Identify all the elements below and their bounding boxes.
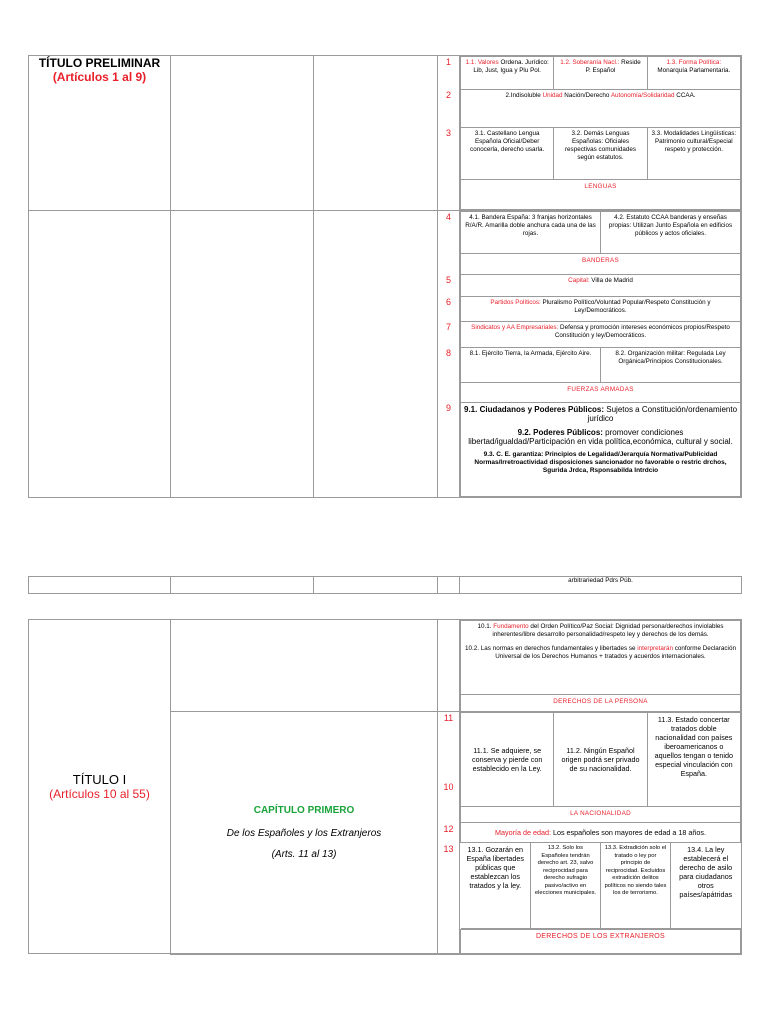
group-label-extranjeros: DERECHOS DE LOS EXTRANJEROS [461,929,741,953]
article-1-1: 1.1. Valores Ordena. Jurídico: Lib, Just, Igua y Plu Pol. [461,57,554,90]
article-7: Sindicatos y AA Empresariales: Defensa y promoción intereses económicos propios/Respeto Constitución y ley/Democráticos. [461,322,741,348]
article-number: 12 [443,824,454,834]
article-3-2: 3.2. Demás Lenguas Españolas: Oficiales respectivas comunidades según estatutos. [554,128,647,180]
article-number: 9 [445,403,451,413]
article-13-4: 13.4. La ley establecerá el derecho de asilo para ciudadanos otros países/apátridas [671,843,741,928]
article-12: Mayoría de edad: Los españoles son mayores de edad a 18 años. [461,823,741,843]
section-title: TÍTULO I [72,771,127,787]
article-11-3: 11.3. Estado concertar tratados doble nacionalidad con países iberoamericanos o aquellos tengan o tenido especial vinculación con España. [647,713,740,807]
section-title: TÍTULO PRELIMINAR [38,56,161,70]
chapter-name: De los Españoles y los Extranjeros [226,828,382,840]
group-label-banderas: BANDERAS [461,254,741,275]
section-subtitle: (Artículos 1 al 9) [52,70,147,84]
article-1-3: 1.3. Forma Política: Monarquía Parlamentaria. [647,57,740,90]
article-4-2: 4.2. Estatuto CCAA banderas y enseñas propias: Utilizan Junto Española en edificios públicos y actos oficiales. [601,212,741,254]
articles-1-3 [460,56,741,210]
titulo-preliminar-cell [29,56,171,211]
articles-11-13 [460,712,741,954]
articles-4-9 [460,211,741,497]
article-number: 2 [445,90,451,100]
capitulo-primero-table [170,711,742,955]
article-number: 10 [438,620,460,954]
article-number: 1 [445,57,451,67]
chapter-articles: (Arts. 11 al 13) [271,849,337,861]
article-number: 6 [445,297,451,307]
article-10: 10.1. Fundamento del Orden Político/Paz Social: Dignidad persona/derechos inviolables inherentes/libre desarrollo personalidad/respeto ley y derechos de los demás. 10.2. Las normas en derechos fundamentales y libertades se interpretarán conforme Declaración Universal de los Derechos Humanos + tratados y acuerdos internacionales. DERECHOS DE LA PERSONA [460,620,741,712]
article-8-1: 8.1. Ejército Tierra, la Armada, Ejército Aire. [461,348,601,383]
chapter-title: CAPÍTULO PRIMERO [253,805,355,817]
article-3-3: 3.3. Modalidades Lingüísticas: Patrimonio cultural/Especial respeto y protección. [647,128,740,180]
article-number: 5 [445,275,451,285]
article-5: Capital: Villa de Madrid [461,275,741,297]
titulo-i-cell [29,620,171,954]
article-number: 7 [445,322,451,332]
article-9-continued: arbitrariedad Pdrs Púb. [460,577,742,594]
group-label-nacionalidad: LA NACIONALIDAD [461,807,741,823]
group-label-derechos-persona: DERECHOS DE LA PERSONA [461,695,741,712]
continuation-table [28,576,742,594]
article-11-1: 11.1. Se adquiere, se conserva y pierde con establecido en la Ley. [461,713,554,807]
article-3-1: 3.1. Castellano Lengua Española Oficial/Deber conocerla, derecho usarla. [461,128,554,180]
article-8-2: 8.2. Organización militar: Regulada Ley Orgánica/Principios Constitucionales. [601,348,741,383]
article-2: 2.Indisoluble Unidad Nación/Derecho Autonomía/Solidaridad CCAA. [461,90,741,128]
article-6: Partidos Políticos: Pluralismo Político/Voluntad Popular/Respeto Constitución y Ley/Democráticos. [461,297,741,322]
article-9: 9.1. Ciudadanos y Poderes Públicos: Sujetos a Constitución/ordenamiento jurídico 9.2. Poderes Públicos: promover condiciones libertad/igualdad/Participación en vida política,económica, cultural y social. 9.3. C. E. garantiza: Principios de Legalidad/Jerarquía Normativa/Publicidad Normas/Irretroactividad disposiciones sancionador no favorable o restric drchos, Sgurida Jrdca, Rsponsabilda Intrdcio [461,403,741,497]
group-label-fuerzas-armadas: FUERZAS ARMADAS [461,383,741,403]
section-subtitle: (Artículos 10 al 55) [49,786,150,801]
article-number: 13 [443,844,454,854]
article-number: 11 [443,713,454,723]
article-4-1: 4.1. Bandera España: 3 franjas horizontales R/A/R. Amarilla doble anchura cada una de las rojas. [461,212,601,254]
article-13-3: 13.3. Extradición solo el tratado o ley por principio de reciprocidad. Excluidos extradición delitos políticos no siendo tales los de terrorismo. [601,843,671,928]
article-13-2: 13.2. Solo los Españoles tendrán derecho art. 23, salvo reciprocidad para derecho sufragio pasivo/activo en elecciones municipales. [531,843,601,928]
article-number: 8 [445,348,451,358]
article-number: 4 [445,212,451,222]
article-11-2: 11.2. Ningún Español origen podrá ser privado de su nacionalidad. [554,713,647,807]
titulo-preliminar-table [28,55,742,498]
article-number: 3 [445,128,451,138]
chapter-cell [171,712,438,955]
group-label-lenguas: LENGUAS [461,180,741,210]
article-13-1: 13.1. Gozarán en España libertades públicas que establezcan los tratados y la ley. [461,843,531,928]
article-1-2: 1.2. Soberanía Nacl.: Reside P. Español [554,57,647,90]
